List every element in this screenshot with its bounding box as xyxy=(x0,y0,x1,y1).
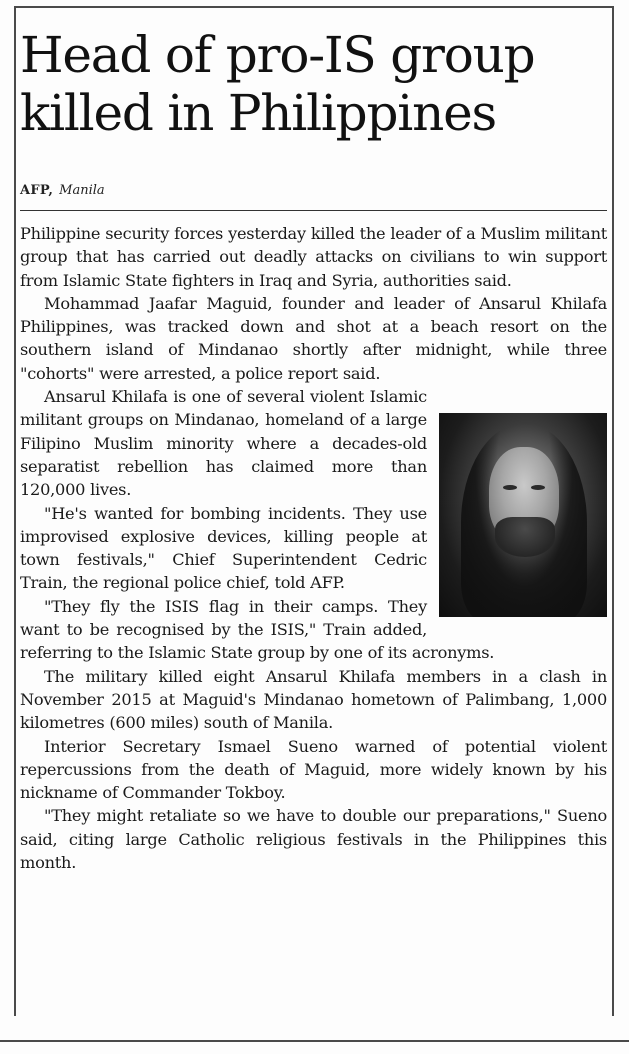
paragraph-1: Philippine security forces yesterday killed the leader of a Muslim militant group that has carried out deadly attacks on civilians to win support from Islamic State fighters in Iraq and Syria, authorities said. xyxy=(20,224,607,290)
paragraph-4: "He's wanted for bombing incidents. They use improvised explosive devices, killing people at town festivals," Chief Superintendent Cedric Train, the regional police chief, told AFP. xyxy=(20,503,427,593)
byline-divider xyxy=(20,210,607,211)
photo-beard xyxy=(495,517,555,557)
paragraph-7: Interior Secretary Ismael Sueno warned of potential violent repercussions from the death of Maguid, more widely known by his nickname of Commander Tokboy. xyxy=(20,736,607,803)
clipping-border-bottom xyxy=(0,1040,629,1042)
portrait-photo xyxy=(439,413,607,617)
paragraph-2: Mohammad Jaafar Maguid, founder and leader of Ansarul Khilafa Philippines, was tracked down and shot at a beach resort on the southern island of Mindanao shortly after midnight, while three "cohorts" were arrested, a police report said. xyxy=(20,293,607,383)
clipping-border-right xyxy=(612,6,614,1016)
paragraph-6: The military killed eight Ansarul Khilafa members in a clash in November 2015 at Maguid's Mindanao hometown of Palimbang, 1,000 kilometres (600 miles) south of Manila. xyxy=(20,666,607,733)
clipping-border-top xyxy=(14,6,614,8)
article-body xyxy=(20,222,607,874)
article-headline: Head of pro-IS group killed in Philippines xyxy=(20,26,535,142)
article-byline xyxy=(20,183,105,199)
byline-agency: AFP, xyxy=(20,183,54,198)
paragraph-3: Ansarul Khilafa is one of several violent Islamic militant groups on Mindanao, homeland of a large Filipino Muslim minority where a decades-old separatist rebellion has claimed more than 120,000 lives. xyxy=(20,387,427,500)
paragraph-8: "They might retaliate so we have to double our preparations," Sueno said, citing large Catholic religious festivals in the Philippines this month. xyxy=(20,806,607,873)
paragraph-5: "They fly the ISIS flag in their camps. They want to be recognised by the ISIS," Train added, referring to the Islamic State group by one of its acronyms. xyxy=(20,596,495,663)
byline-city: Manila xyxy=(59,183,105,198)
clipping-border-left xyxy=(14,6,16,1016)
